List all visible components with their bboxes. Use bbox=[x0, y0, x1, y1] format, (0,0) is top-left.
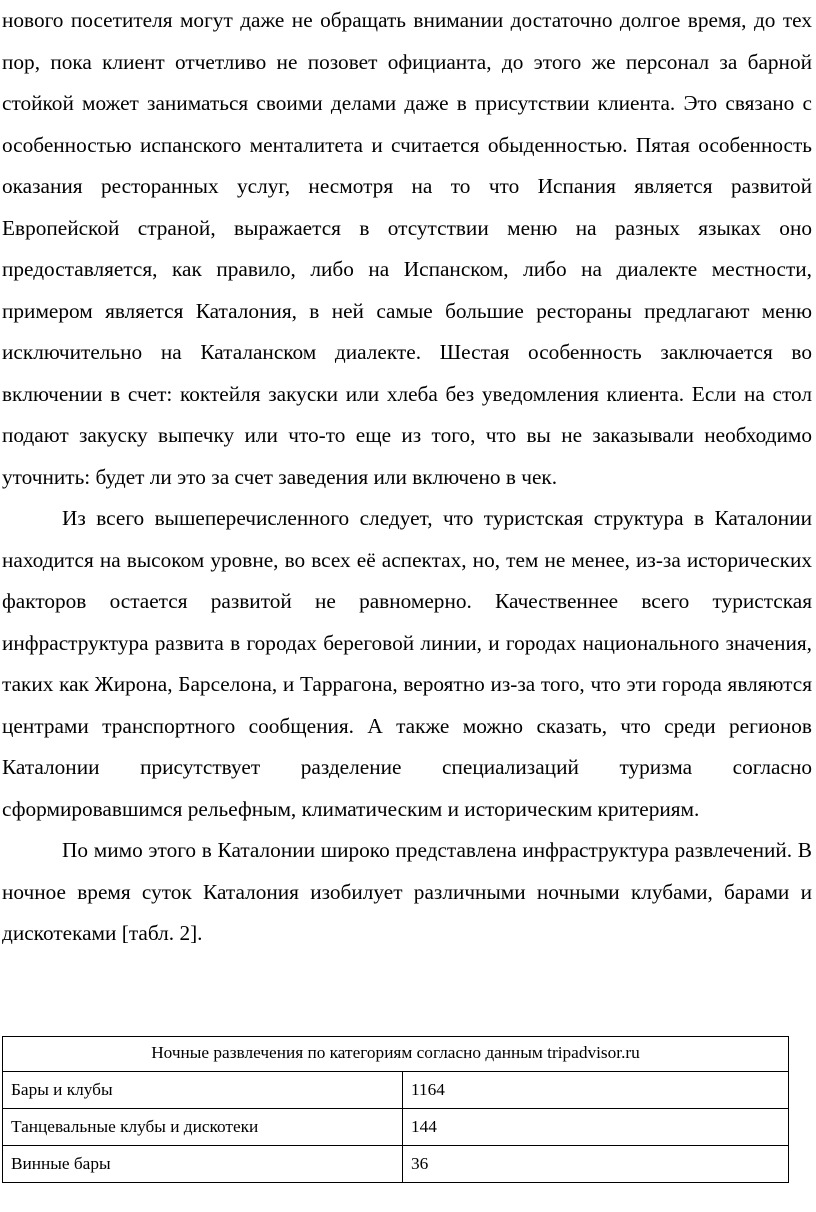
table-cell-count: 1164 bbox=[403, 1072, 789, 1109]
table-cell-count: 144 bbox=[403, 1109, 789, 1146]
table-caption-row bbox=[3, 1037, 789, 1072]
table-cell-category: Винные бары bbox=[3, 1146, 403, 1183]
table-cell-count: 36 bbox=[403, 1146, 789, 1183]
table-row bbox=[3, 1072, 789, 1109]
table-cell-category: Танцевальные клубы и дискотеки bbox=[3, 1109, 403, 1146]
table-row bbox=[3, 1109, 789, 1146]
table-cell-category: Бары и клубы bbox=[3, 1072, 403, 1109]
nightlife-table bbox=[2, 1036, 789, 1183]
paragraph-conclusion: Из всего вышеперечисленного следует, что туристская структура в Каталонии находится на высоком уровне, во всех её аспектах, но, тем не менее, из-за исторических факторов остается развитой не равномерно. Качественнее всего туристская инфраструктура развита в городах береговой линии, и городах национального значения, таких как Жирона, Барселона, и Таррагона, вероятно из-за того, что эти города являются центрами транспортного сообщения. А также можно сказать, что среди регионов Каталонии присутствует разделение специализаций туризма согласно сформировавшимся рельефным, климатическим и историческим критериям. bbox=[2, 506, 812, 821]
paragraph-entertainment: По мимо этого в Каталонии широко представлена инфраструктура развлечений. В ночное время суток Каталония изобилует различными ночными клубами, барами и дискотеками [табл. 2]. bbox=[2, 838, 812, 945]
paragraph-continuation: нового посетителя могут даже не обращать внимании достаточно долгое время, до тех пор, пока клиент отчетливо не позовет официанта, до этого же персонал за барной стойкой может заниматься своими делами даже в присутствии клиента. Это связано с особенностью испанского менталитета и считается обыденностью. Пятая особенность оказания ресторанных услуг, несмотря на то что Испания является развитой Европейской страной, выражается в отсутствии меню на разных языках оно предоставляется, как правило, либо на Испанском, либо на диалекте местности, примером является Каталония, в ней самые большие рестораны предлагают меню исключительно на Каталанском диалекте. Шестая особенность заключается во включении в счет: коктейля закуски или хлеба без уведомления клиента. Если на стол подают закуску выпечку или что-то еще из того, что вы не заказывали необходимо уточнить: будет ли это за счет заведения или включено в чек. bbox=[2, 8, 812, 489]
table-caption: Ночные развлечения по категориям согласно данным tripadvisor.ru bbox=[3, 1037, 789, 1072]
table-row bbox=[3, 1146, 789, 1183]
